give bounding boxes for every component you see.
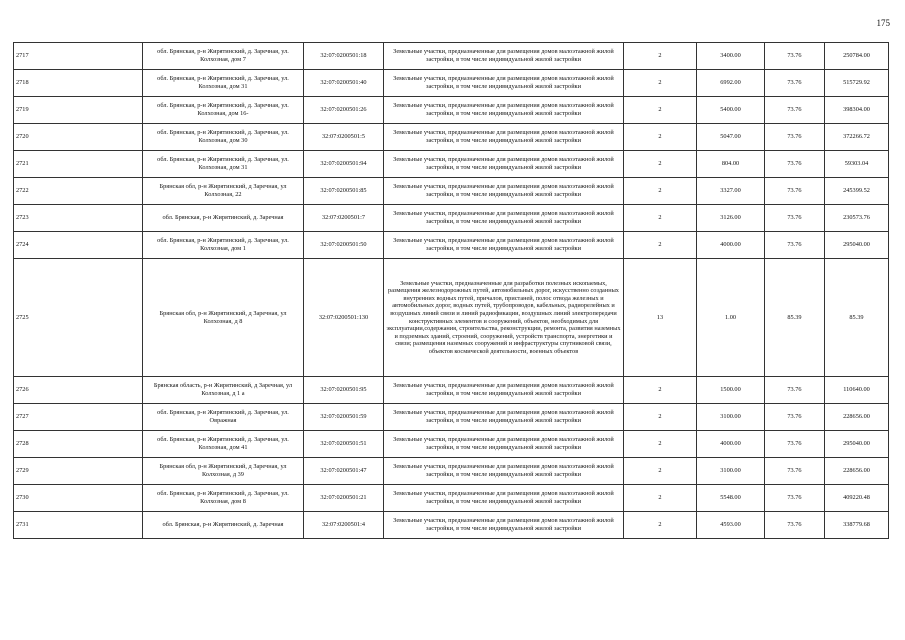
cadastral-number-cell: 32:07:0200501:51 (304, 431, 384, 458)
land-use-cell: Земельные участки, предназначенные для размещения домов малоэтажной жилой застройки, в том числе индивидуальной жилой застройки (384, 485, 624, 512)
cadastral-value-cell: 398304.00 (825, 97, 889, 124)
cadastral-value-cell: 295040.00 (825, 232, 889, 259)
land-use-cell: Земельные участки, предназначенные для размещения домов малоэтажной жилой застройки, в том числе индивидуальной жилой застройки (384, 431, 624, 458)
address-cell: обл. Брянская, р-н Жирятинский, д. Заречная (143, 205, 304, 232)
table-row (14, 512, 889, 539)
use-group-code-cell: 2 (624, 232, 697, 259)
cadastral-number-cell: 32:07:0200501:130 (304, 259, 384, 377)
land-use-cell: Земельные участки, предназначенные для размещения домов малоэтажной жилой застройки, в том числе индивидуальной жилой застройки (384, 70, 624, 97)
table-row (14, 232, 889, 259)
address-cell: Брянская область, р-н Жирятинский, д Заречная, ул Колхозная, д 1 а (143, 377, 304, 404)
row-number-cell: 2729 (14, 458, 143, 485)
specific-value-cell: 73.76 (765, 458, 825, 485)
cadastral-number-cell: 32:07:0200501:5 (304, 124, 384, 151)
land-use-cell: Земельные участки, предназначенные для размещения домов малоэтажной жилой застройки, в том числе индивидуальной жилой застройки (384, 43, 624, 70)
row-number-cell: 2723 (14, 205, 143, 232)
table-row (14, 458, 889, 485)
use-group-code-cell: 2 (624, 377, 697, 404)
table-row (14, 205, 889, 232)
use-group-code-cell: 2 (624, 151, 697, 178)
row-number-cell: 2718 (14, 70, 143, 97)
row-number-cell: 2720 (14, 124, 143, 151)
cadastral-value-cell: 110640.00 (825, 377, 889, 404)
area-cell: 1500.00 (697, 377, 765, 404)
row-number-cell: 2726 (14, 377, 143, 404)
use-group-code-cell: 2 (624, 205, 697, 232)
land-use-cell: Земельные участки, предназначенные для размещения домов малоэтажной жилой застройки, в том числе индивидуальной жилой застройки (384, 377, 624, 404)
address-cell: Брянская обл, р-н Жирятинский, д Заречная, ул Колхозная, д 39 (143, 458, 304, 485)
table-row (14, 124, 889, 151)
table-row (14, 485, 889, 512)
table-row (14, 43, 889, 70)
cadastral-value-cell: 59303.04 (825, 151, 889, 178)
row-number-cell: 2724 (14, 232, 143, 259)
cadastral-number-cell: 32:07:0200501:40 (304, 70, 384, 97)
cadastral-number-cell: 32:07:0200501:4 (304, 512, 384, 539)
specific-value-cell: 73.76 (765, 512, 825, 539)
cadastral-value-cell: 250784.00 (825, 43, 889, 70)
row-number-cell: 2717 (14, 43, 143, 70)
use-group-code-cell: 2 (624, 512, 697, 539)
cadastral-number-cell: 32:07:0200501:47 (304, 458, 384, 485)
land-use-cell: Земельные участки, предназначенные для размещения домов малоэтажной жилой застройки, в том числе индивидуальной жилой застройки (384, 124, 624, 151)
row-number-cell: 2730 (14, 485, 143, 512)
area-cell: 1.00 (697, 259, 765, 377)
specific-value-cell: 73.76 (765, 43, 825, 70)
table-row (14, 70, 889, 97)
use-group-code-cell: 2 (624, 485, 697, 512)
specific-value-cell: 73.76 (765, 377, 825, 404)
address-cell: обл. Брянская, р-н Жирятинский, д. Заречная, ул. Колхозная, дом 41 (143, 431, 304, 458)
area-cell: 3100.00 (697, 404, 765, 431)
specific-value-cell: 73.76 (765, 431, 825, 458)
land-use-cell: Земельные участки, предназначенные для размещения домов малоэтажной жилой застройки, в том числе индивидуальной жилой застройки (384, 97, 624, 124)
specific-value-cell: 73.76 (765, 205, 825, 232)
table-row (14, 178, 889, 205)
table-row (14, 259, 889, 377)
table-row (14, 431, 889, 458)
cadastral-number-cell: 32:07:0200501:18 (304, 43, 384, 70)
address-cell: Брянская обл, р-н Жирятинский, д Заречная, ул Колхозная, 22 (143, 178, 304, 205)
address-cell: обл. Брянская, р-н Жирятинский, д. Заречная, ул. Колхозная, дом 30 (143, 124, 304, 151)
area-cell: 5548.00 (697, 485, 765, 512)
address-cell: обл. Брянская, р-н Жирятинский, д. Заречная (143, 512, 304, 539)
cadastral-number-cell: 32:07:0200501:59 (304, 404, 384, 431)
table-row (14, 151, 889, 178)
specific-value-cell: 73.76 (765, 97, 825, 124)
cadastral-number-cell: 32:07:0200501:21 (304, 485, 384, 512)
use-group-code-cell: 2 (624, 404, 697, 431)
table-row (14, 404, 889, 431)
area-cell: 3100.00 (697, 458, 765, 485)
specific-value-cell: 73.76 (765, 485, 825, 512)
area-cell: 804.00 (697, 151, 765, 178)
address-cell: обл. Брянская, р-н Жирятинский, д. Заречная, ул. Колхозная, дом 7 (143, 43, 304, 70)
cadastral-value-cell: 85.39 (825, 259, 889, 377)
area-cell: 6992.00 (697, 70, 765, 97)
cadastral-value-cell: 228656.00 (825, 404, 889, 431)
cadastral-value-cell: 338779.68 (825, 512, 889, 539)
specific-value-cell: 73.76 (765, 178, 825, 205)
cadastral-value-cell: 372266.72 (825, 124, 889, 151)
area-cell: 4000.00 (697, 431, 765, 458)
area-cell: 3126.00 (697, 205, 765, 232)
specific-value-cell: 73.76 (765, 232, 825, 259)
cadastral-value-cell: 295040.00 (825, 431, 889, 458)
cadastral-number-cell: 32:07:0200501:50 (304, 232, 384, 259)
address-cell: обл. Брянская, р-н Жирятинский, д. Заречная, ул. Колхозная, дом 31 (143, 70, 304, 97)
use-group-code-cell: 2 (624, 178, 697, 205)
area-cell: 5047.00 (697, 124, 765, 151)
land-use-cell: Земельные участки, предназначенные для размещения домов малоэтажной жилой застройки, в том числе индивидуальной жилой застройки (384, 458, 624, 485)
address-cell: обл. Брянская, р-н Жирятинский, д. Заречная, ул. Колхозная, дом 16- (143, 97, 304, 124)
row-number-cell: 2727 (14, 404, 143, 431)
cadastral-value-cell: 245399.52 (825, 178, 889, 205)
area-cell: 3400.00 (697, 43, 765, 70)
address-cell: обл. Брянская, р-н Жирятинский, д. Заречная, ул. Колхозная, дом 1 (143, 232, 304, 259)
row-number-cell: 2728 (14, 431, 143, 458)
page-number: 175 (876, 18, 890, 28)
land-use-cell: Земельные участки, предназначенные для размещения домов малоэтажной жилой застройки, в том числе индивидуальной жилой застройки (384, 178, 624, 205)
row-number-cell: 2731 (14, 512, 143, 539)
specific-value-cell: 73.76 (765, 124, 825, 151)
table-row (14, 97, 889, 124)
land-use-cell: Земельные участки, предназначенные для разработки полезных ископаемых, размещения железнодорожных путей, автомобильных дорог, искусственно созданных внутренних водных путей, причалов, пристаней, полос отвода железных и автомобильных дорог, водных путей, трубопроводов, кабельных, радиорелейных и воздушных линий связи и линий радиофикации, воздушных линий электропередачи конструктивных элементов и сооружений, объектов, необходимых для эксплуатации,содержания, строительства, реконструкции, ремонта, развития наземных и подземных зданий, строений, сооружений, устройств транспорта, энергетики и связи; размещения наземных сооружений и инфраструктуры спутниковой связи, объектов космической деятельности, военных объектов (384, 259, 624, 377)
address-cell: обл. Брянская, р-н Жирятинский, д. Заречная, ул. Овражная (143, 404, 304, 431)
cadastral-value-table (13, 42, 889, 539)
use-group-code-cell: 2 (624, 70, 697, 97)
cadastral-number-cell: 32:07:0200501:85 (304, 178, 384, 205)
specific-value-cell: 73.76 (765, 404, 825, 431)
land-use-cell: Земельные участки, предназначенные для размещения домов малоэтажной жилой застройки, в том числе индивидуальной жилой застройки (384, 205, 624, 232)
row-number-cell: 2721 (14, 151, 143, 178)
cadastral-number-cell: 32:07:0200501:26 (304, 97, 384, 124)
area-cell: 5400.00 (697, 97, 765, 124)
land-use-cell: Земельные участки, предназначенные для размещения домов малоэтажной жилой застройки, в том числе индивидуальной жилой застройки (384, 232, 624, 259)
use-group-code-cell: 2 (624, 431, 697, 458)
use-group-code-cell: 2 (624, 458, 697, 485)
area-cell: 4593.00 (697, 512, 765, 539)
cadastral-number-cell: 32:07:0200501:94 (304, 151, 384, 178)
cadastral-value-cell: 230573.76 (825, 205, 889, 232)
land-use-cell: Земельные участки, предназначенные для размещения домов малоэтажной жилой застройки, в том числе индивидуальной жилой застройки (384, 151, 624, 178)
row-number-cell: 2725 (14, 259, 143, 377)
cadastral-number-cell: 32:07:0200501:7 (304, 205, 384, 232)
specific-value-cell: 73.76 (765, 151, 825, 178)
cadastral-number-cell: 32:07:0200501:95 (304, 377, 384, 404)
address-cell: Брянская обл, р-н Жирятинский, д Заречная, ул Колхозная, д 8 (143, 259, 304, 377)
address-cell: обл. Брянская, р-н Жирятинский, д. Заречная, ул. Колхозная, дом 31 (143, 151, 304, 178)
row-number-cell: 2722 (14, 178, 143, 205)
use-group-code-cell: 2 (624, 124, 697, 151)
specific-value-cell: 73.76 (765, 70, 825, 97)
address-cell: обл. Брянская, р-н Жирятинский, д. Заречная, ул. Колхозная, дом 8 (143, 485, 304, 512)
use-group-code-cell: 2 (624, 43, 697, 70)
land-use-cell: Земельные участки, предназначенные для размещения домов малоэтажной жилой застройки, в том числе индивидуальной жилой застройки (384, 512, 624, 539)
cadastral-value-cell: 409220.48 (825, 485, 889, 512)
use-group-code-cell: 13 (624, 259, 697, 377)
table-row (14, 377, 889, 404)
cadastral-value-cell: 228656.00 (825, 458, 889, 485)
area-cell: 3327.00 (697, 178, 765, 205)
cadastral-value-cell: 515729.92 (825, 70, 889, 97)
use-group-code-cell: 2 (624, 97, 697, 124)
area-cell: 4000.00 (697, 232, 765, 259)
land-use-cell: Земельные участки, предназначенные для размещения домов малоэтажной жилой застройки, в том числе индивидуальной жилой застройки (384, 404, 624, 431)
table-body (14, 43, 889, 539)
specific-value-cell: 85.39 (765, 259, 825, 377)
row-number-cell: 2719 (14, 97, 143, 124)
